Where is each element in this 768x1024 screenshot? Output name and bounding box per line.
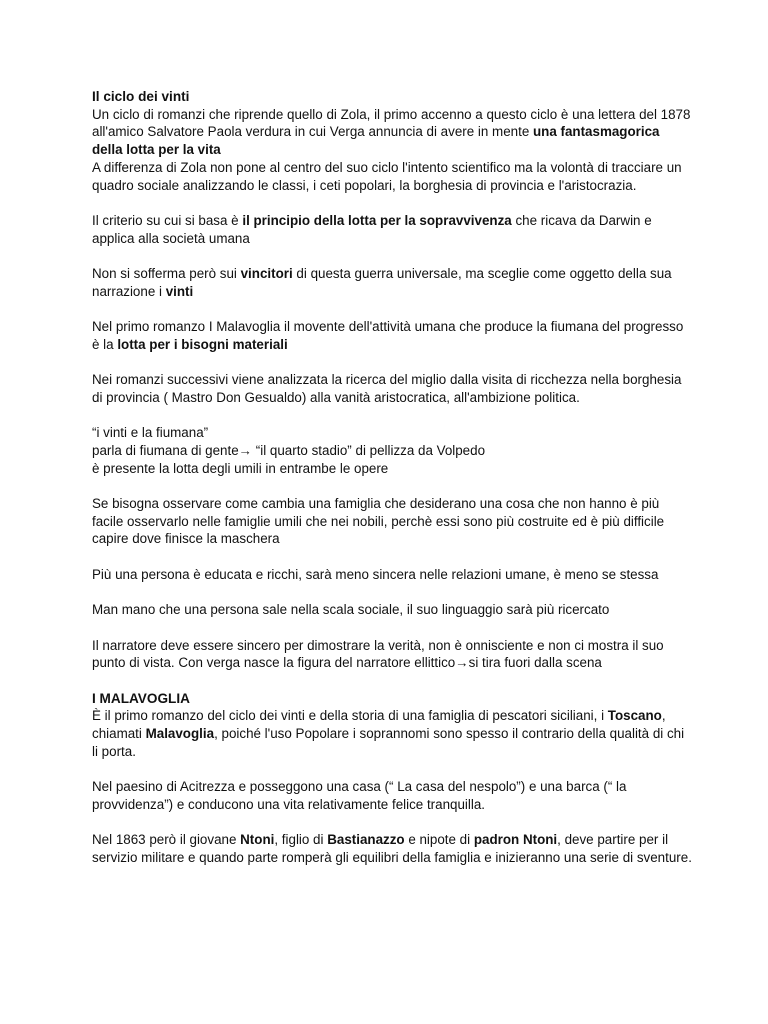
paragraph: Più una persona è educata e ricchi, sarà meno sincera nelle relazioni umane, è meno se stessa bbox=[92, 566, 659, 582]
paragraph bbox=[92, 318, 692, 353]
paragraph bbox=[92, 707, 692, 760]
text-run: , deve partire per il servizio militare e quando parte romperà gli equilibri della famiglia e inizieranno una serie di sventure. bbox=[92, 832, 692, 866]
paragraph-gap bbox=[92, 619, 692, 637]
text-run: di questa guerra universale, ma sceglie come oggetto della sua narrazione i bbox=[92, 266, 672, 299]
bold-text: Malavoglia bbox=[145, 726, 215, 742]
paragraph: Il narratore deve essere sincero per dimostrare la verità, non è onnisciente e non ci mostra il suo punto di vista. Con verga nasce la figura del narratore ellittico→si tira fuori dalla scena bbox=[92, 637, 664, 671]
text-run: e nipote di bbox=[404, 832, 474, 848]
text-run: che ricava da Darwin e applica alla società umana bbox=[92, 212, 652, 246]
bold-text: Bastianazzo bbox=[327, 832, 405, 848]
paragraph: Man mano che una persona sale nella scala sociale, il suo linguaggio sarà più ricercato bbox=[92, 602, 610, 618]
bold-text: padron Ntoni bbox=[473, 832, 558, 848]
paragraph-gap bbox=[92, 477, 692, 495]
bold-text: lotta per i bisogni materiali bbox=[117, 336, 288, 352]
paragraph-gap bbox=[92, 194, 692, 212]
bold-text: Toscano bbox=[607, 708, 662, 724]
document-page bbox=[92, 88, 692, 867]
paragraph-gap bbox=[92, 548, 692, 566]
section-title-ciclo-dei-vinti: Il ciclo dei vinti bbox=[92, 89, 190, 104]
text-run: , poiché l'uso Popolare i soprannomi sono spesso il contrario della qualità di chi li porta. bbox=[92, 726, 685, 759]
paragraph: Se bisogna osservare come cambia una famiglia che desiderano una cosa che non hanno è più facile osservarlo nelle famiglie umili che nei nobili, perchè essi sono più costruite ed è più difficile capire dove finisce la maschera bbox=[92, 496, 665, 547]
paragraph bbox=[92, 159, 692, 194]
bold-text: il principio della lotta per la sopravvivenza bbox=[242, 212, 512, 228]
paragraph bbox=[92, 106, 692, 159]
bold-text: vincitori bbox=[240, 266, 293, 281]
text-run: , chiamati bbox=[92, 708, 666, 742]
text-run: Non si sofferma però sui bbox=[92, 266, 241, 281]
paragraph-gap bbox=[92, 407, 692, 425]
paragraph bbox=[92, 831, 692, 866]
paragraph-gap bbox=[92, 354, 692, 372]
bold-text: vinti bbox=[165, 283, 194, 299]
paragraph bbox=[92, 265, 692, 300]
paragraph-line: “i vinti e la fiumana” bbox=[92, 425, 209, 441]
text-run: Nel primo romanzo I Malavoglia il movente dell'attività umana che produce la fiumana del progresso è la bbox=[92, 319, 684, 352]
paragraph-gap bbox=[92, 814, 692, 832]
paragraph-line: è presente la lotta degli umili in entrambe le opere bbox=[92, 460, 389, 476]
paragraph-gap bbox=[92, 672, 692, 690]
bold-text: Ntoni bbox=[240, 832, 275, 848]
paragraph bbox=[92, 212, 692, 247]
text-run: Il criterio su cui si basa è bbox=[92, 212, 243, 228]
section-title-malavoglia: I MALAVOGLIA bbox=[92, 690, 190, 706]
bold-text: una fantasmagorica della lotta per la vita bbox=[92, 124, 660, 158]
paragraph-gap bbox=[92, 247, 692, 265]
text-run: Nel 1863 però il giovane bbox=[92, 832, 241, 848]
paragraph: Nel paesino di Acitrezza e posseggono una casa (“ La casa del nespolo”) e una barca (“ la provvidenza”) e conducono una vita relativamente felice tranquilla. bbox=[92, 779, 627, 812]
paragraph-gap bbox=[92, 300, 692, 318]
text-run: Un ciclo di romanzi che riprende quello di Zola, il primo accenno a questo ciclo è una lettera del 1878 all'amico Salvatore Paola verdura in cui Verga annuncia di avere in mente bbox=[92, 106, 691, 140]
paragraph-gap bbox=[92, 584, 692, 602]
paragraph-line: parla di fiumana di gente→ “il quarto stadio” di pellizza da Volpedo bbox=[92, 442, 486, 458]
paragraph bbox=[92, 371, 692, 406]
text-run: Nei romanzi successivi viene analizzata la ricerca del miglio dalla visita di ricchezza nella borghesia di provincia ( Mastro Don Gesualdo) alla vanità aristocratica, all'ambizione politica. bbox=[92, 372, 682, 405]
text-run: A differenza di Zola non pone al centro del suo ciclo l'intento scientifico ma la volontà di tracciare un quadro sociale analizzando le classi, i ceti popolari, la borghesia di provincia e l'aristocrazia. bbox=[92, 159, 682, 193]
text-run: , figlio di bbox=[274, 832, 328, 848]
text-run: È il primo romanzo del ciclo dei vinti e della storia di una famiglia di pescatori siciliani, i bbox=[92, 708, 608, 724]
paragraph-gap bbox=[92, 761, 692, 779]
